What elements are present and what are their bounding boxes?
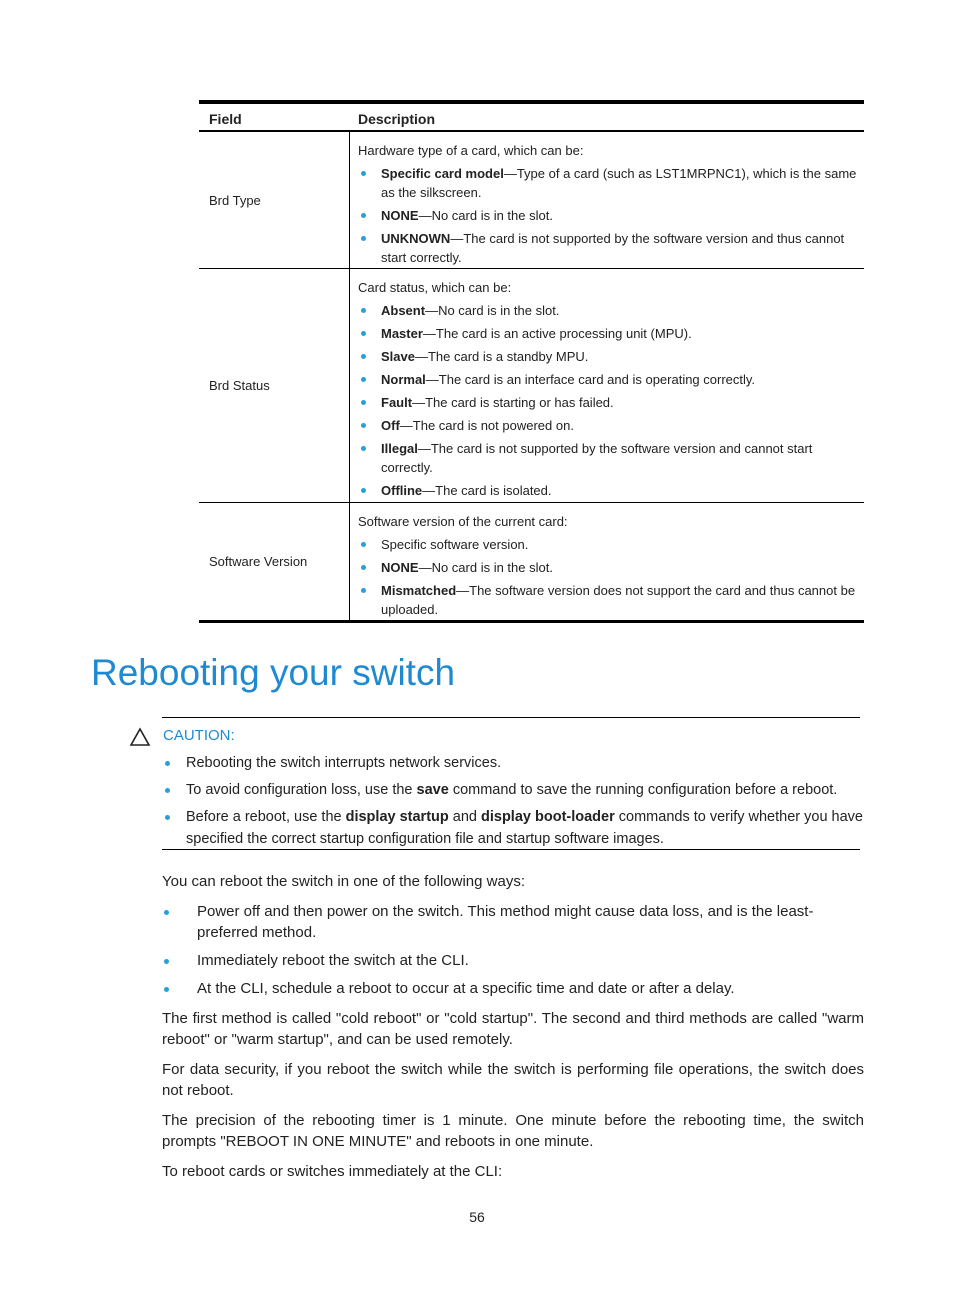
caution-item: [162, 779, 867, 801]
item-term: Illegal: [381, 441, 418, 456]
list-item: [358, 416, 858, 435]
caution-item: [162, 806, 867, 850]
caution-bottom-rule: [162, 849, 860, 850]
ways-list: [162, 901, 864, 999]
item-term: NONE: [381, 560, 419, 575]
list-item: [358, 164, 858, 202]
paragraph-security: For data security, if you reboot the switch while the switch is performing file operations, the switch does not reboot.: [162, 1061, 864, 1099]
list-item: [358, 558, 858, 577]
table-row: [199, 269, 864, 503]
item-term: Off: [381, 418, 400, 433]
item-text: —The card is an active processing unit (MPU).: [422, 326, 692, 341]
list-item: Immediately reboot the switch at the CLI.: [162, 950, 864, 971]
item-text: —The card is a standby MPU.: [414, 349, 589, 364]
list-item: Power off and then power on the switch. This method might cause data loss, and is the least-preferred method.: [162, 901, 864, 943]
caution-text: Before a reboot, use the: [186, 809, 346, 825]
item-text: —The card is not supported by the software version and thus cannot start correctly.: [381, 231, 845, 265]
row-field: Software Version: [209, 554, 308, 569]
command-name: display startup: [345, 809, 449, 825]
caution-text: Rebooting the switch interrupts network services.: [186, 755, 502, 771]
item-text: Specific software version.: [381, 537, 529, 552]
paragraph-cli: To reboot cards or switches immediately at the CLI:: [162, 1163, 503, 1180]
intro-paragraph: You can reboot the switch in one of the following ways:: [162, 873, 526, 890]
paragraph-methods: The first method is called "cold reboot" or "cold startup". The second and third methods are called "warm reboot" or "warm startup", and can be used remotely.: [162, 1010, 864, 1048]
list-item: [358, 347, 858, 366]
list-item: [358, 206, 858, 225]
row-items: [358, 301, 858, 500]
caution-text: To avoid configuration loss, use the: [186, 782, 417, 798]
item-term: Slave: [381, 349, 415, 364]
item-text: —No card is in the slot.: [418, 208, 553, 223]
list-item: [358, 324, 858, 343]
caution-label: CAUTION:: [163, 727, 235, 744]
row-intro: Software version of the current card:: [358, 514, 568, 529]
table-bottom-rule: [199, 620, 864, 623]
item-text: —No card is in the slot.: [418, 560, 553, 575]
list-item: [358, 439, 858, 477]
row-description: [358, 512, 858, 623]
row-intro: Card status, which can be:: [358, 280, 512, 295]
caution-top-rule: [162, 717, 860, 718]
item-term: Fault: [381, 395, 413, 410]
list-item: [358, 481, 858, 500]
item-term: Master: [381, 326, 423, 341]
caution-list: [162, 752, 867, 855]
caution-text: commands to verify whether you have specified the correct startup configuration file and startup software images.: [186, 809, 863, 847]
caution-item: [162, 752, 867, 774]
row-intro: Hardware type of a card, which can be:: [358, 143, 584, 158]
item-text: —Type of a card (such as LST1MRPNC1), which is the same as the silkscreen.: [381, 166, 857, 200]
item-term: UNKNOWN: [381, 231, 451, 246]
page-number: 56: [469, 1209, 485, 1225]
table-header: [199, 104, 864, 132]
item-text: —The card is not powered on.: [399, 418, 574, 433]
item-text: —No card is in the slot.: [425, 303, 560, 318]
table-row: [199, 132, 864, 269]
paragraph-timer: The precision of the rebooting timer is 1 minute. One minute before the rebooting time, the switch prompts "REBOOT IN ONE MINUTE" and reboots in one minute.: [162, 1112, 864, 1150]
item-term: Absent: [381, 303, 426, 318]
list-item: [358, 229, 858, 267]
item-text: —The card is not supported by the software version and cannot start correctly.: [381, 441, 813, 475]
row-field: Brd Type: [209, 193, 261, 208]
caution-text: and: [448, 809, 481, 825]
item-term: Specific card model: [381, 166, 504, 181]
list-item: At the CLI, schedule a reboot to occur at a specific time and date or after a delay.: [162, 978, 864, 999]
command-name: display boot-loader: [481, 809, 615, 825]
command-name: save: [416, 782, 449, 798]
item-text: —The card is an interface card and is operating correctly.: [425, 372, 756, 387]
item-text: —The card is isolated.: [422, 483, 552, 498]
list-item: [358, 581, 858, 619]
row-items: [358, 535, 858, 619]
list-item: [358, 370, 858, 389]
table-row: [199, 503, 864, 620]
row-description: [358, 141, 858, 271]
list-item: [358, 301, 858, 320]
list-item: [358, 393, 858, 412]
item-text: —The card is starting or has failed.: [412, 395, 614, 410]
caution-text: command to save the running configuration before a reboot.: [448, 782, 838, 798]
item-term: Normal: [381, 372, 426, 387]
header-field: Field: [209, 111, 242, 127]
item-text: —The software version does not support the card and thus cannot be uploaded.: [381, 583, 856, 617]
section-title: Rebooting your switch: [91, 652, 456, 693]
item-term: NONE: [381, 208, 419, 223]
row-field: Brd Status: [209, 378, 270, 393]
header-description: Description: [358, 111, 436, 127]
row-description: [358, 278, 858, 504]
item-term: Offline: [381, 483, 423, 498]
caution-triangle-icon: [129, 727, 151, 752]
item-term: Mismatched: [381, 583, 457, 598]
list-item: [358, 535, 858, 554]
row-items: [358, 164, 858, 267]
body-text: [162, 871, 864, 1191]
